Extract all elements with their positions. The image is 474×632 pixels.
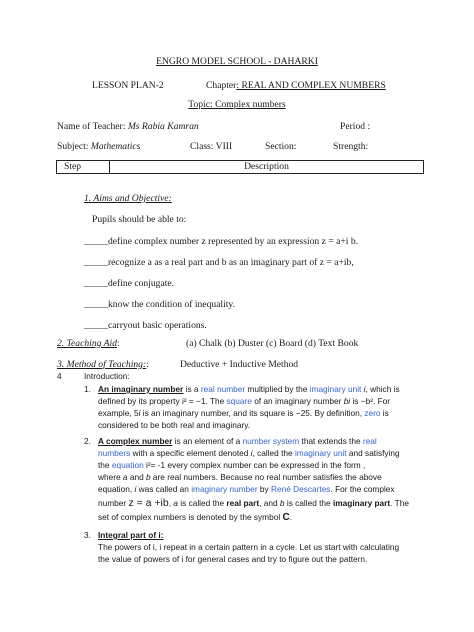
table-col-step: Step	[64, 161, 82, 172]
real-number-link[interactable]: real number	[200, 384, 246, 394]
step-description-table	[56, 160, 424, 174]
subject-label: Subject:	[57, 141, 89, 152]
numbers-link[interactable]: numbers	[98, 448, 131, 458]
zero-link[interactable]: zero	[364, 408, 381, 418]
real-link[interactable]: real	[362, 436, 377, 446]
complex-number-line-2: numbers with a specific element denoted i, called the imaginary unit and satisfying	[98, 448, 400, 458]
integral-part-line-2: the value of powers of i for general cases and try to figure out the pattern.	[98, 554, 368, 564]
aims-item: _____carryout basic operations.	[84, 320, 207, 331]
imaginary-number-link[interactable]: imaginary number	[191, 484, 258, 494]
complex-number-line-4: where a and b are real numbers. Because no real number satisfies the above	[98, 472, 382, 482]
method-line	[57, 359, 149, 371]
imaginary-number-line-4: considered to be both real and imaginary.	[98, 420, 251, 430]
intro-item-number: 3.	[84, 530, 91, 540]
class-label: Class: VIII	[190, 141, 233, 152]
aims-intro: Pupils should be able to:	[92, 214, 187, 225]
chapter-line	[206, 80, 386, 92]
square-link[interactable]: square	[226, 396, 252, 406]
integral-part-heading: Integral part of i:	[98, 530, 164, 540]
topic-title: Topic: Complex numbers	[188, 99, 286, 110]
complex-number-term: A complex number	[98, 436, 173, 446]
teaching-aid-line	[57, 338, 120, 350]
chapter-value: : REAL AND COMPLEX NUMBERS	[236, 80, 386, 91]
teacher-line	[57, 121, 199, 133]
intro-item-number: 2.	[84, 436, 91, 446]
method-value: Deductive + Inductive Method	[180, 359, 299, 370]
method-colon: :	[146, 359, 149, 370]
complex-set-symbol: C	[282, 512, 290, 523]
strength-label: Strength:	[333, 141, 369, 152]
method-label: 3. Method of Teaching:	[57, 359, 147, 370]
aims-item: _____define conjugate.	[84, 278, 175, 289]
equation-link[interactable]: equation	[111, 460, 144, 470]
complex-number-line-1: A complex number is an element of a number system that extends the real	[98, 436, 377, 446]
complex-number-line-7: set of complex numbers is denoted by the symbol C.	[98, 512, 293, 523]
teaching-aid-label: 2. Teaching Aid	[57, 338, 117, 349]
complex-number-line-5: equation, i was called an imaginary number by René Descartes. For the complex	[98, 484, 395, 494]
intro-number: 4	[57, 371, 62, 381]
subject-value: Mathematics	[90, 141, 141, 152]
teaching-aid-value: (a) Chalk (b) Duster (c) Board (d) Text Book	[186, 338, 359, 349]
table-col-description: Description	[244, 161, 289, 172]
aims-item: _____define complex number z represented by an expression z = a+i b.	[84, 236, 359, 247]
complex-number-line-6: number z = a +ib, a is called the real part, and b is called the imaginary part. The	[98, 497, 409, 509]
integral-part-line-1: The powers of i, i repeat in a certain pattern in a cycle. Let us start with calculating	[98, 542, 400, 552]
teacher-label: Name of Teacher:	[57, 121, 126, 132]
imaginary-number-line-3: example, 5i is an imaginary number, and its square is −25. By definition, zero is	[98, 408, 389, 418]
aims-item: _____recognize a as a real part and b as an imaginary part of z = a+ib,	[84, 257, 354, 268]
subject-line	[57, 141, 140, 153]
number-system-link[interactable]: number system	[242, 436, 300, 446]
teacher-name: Ms Rabia Kamran	[127, 121, 199, 132]
teaching-aid-colon: :	[116, 338, 120, 349]
aims-item: _____know the condition of inequality.	[84, 299, 235, 310]
imaginary-number-line-1: An imaginary number is a real number multiplied by the imaginary unit i, which is	[98, 384, 400, 394]
imaginary-number-term: An imaginary number	[98, 384, 184, 394]
intro-heading: Introduction:	[84, 371, 130, 381]
complex-number-line-3: the equation i²= -1 every complex number can be expressed in the form ,	[98, 460, 366, 470]
imaginary-number-line-2: defined by its property i² = −1. The square of an imaginary number bi is −b². For	[98, 396, 391, 406]
intro-item-number: 1.	[84, 384, 91, 394]
lesson-plan-number: LESSON PLAN-2	[92, 80, 164, 91]
chapter-label: Chapter	[206, 80, 237, 91]
imaginary-unit-link[interactable]: imaginary unit	[309, 384, 362, 394]
period-label: Period :	[340, 121, 371, 132]
z-equation: z = a +ib	[128, 497, 169, 509]
rene-descartes-link[interactable]: René Descartes	[270, 484, 331, 494]
imaginary-unit-link[interactable]: imaginary unit	[294, 448, 347, 458]
school-name: ENGRO MODEL SCHOOL - DAHARKI	[156, 56, 318, 67]
section-label: Section:	[265, 141, 297, 152]
aims-heading: 1. Aims and Objective:	[84, 193, 172, 204]
